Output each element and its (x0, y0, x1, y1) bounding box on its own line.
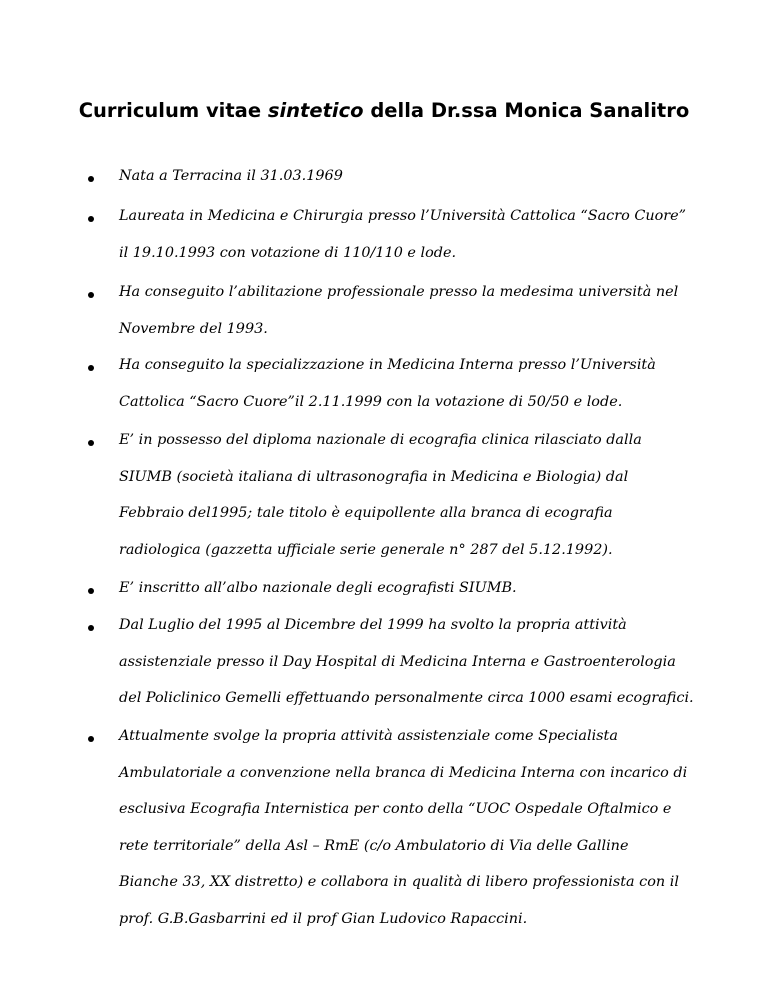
text-line: del Policlinico Gemelli effettuando personalmente circa 1000 esami ecografici. (119, 690, 694, 707)
text-line: Bianche 33, XX distretto) e collabora in qualità di libero professionista con il (119, 874, 679, 891)
list-item-text (119, 158, 709, 195)
bullet-icon (88, 365, 94, 371)
text-line: Laureata in Medicina e Chirurgia presso l’Università Cattolica “Sacro Cuore” (119, 208, 687, 224)
text-line: Febbraio del1995; tale titolo è equipollente alla branca di ecografia (119, 505, 613, 522)
text-line: SIUMB (società italiana di ultrasonografia in Medicina e Biologia) dal (119, 468, 629, 485)
bullet-icon (88, 216, 94, 222)
title-text-before: Curriculum vitae (78, 99, 268, 122)
list-item-text (119, 347, 709, 420)
list-item-text (119, 607, 709, 717)
text-line: Nata a Terracina il 31.03.1969 (119, 168, 343, 184)
text-line: Novembre del 1993. (119, 320, 268, 337)
text-line: rete territoriale” della Asl – RmE (c/o Ambulatorio di Via delle Galline (119, 837, 629, 854)
bullet-icon (88, 176, 94, 182)
text-line: il 19.10.1993 con votazione di 110/110 e lode. (119, 244, 457, 261)
text-line: Ha conseguito l’abilitazione professionale presso la medesima università nel (119, 284, 679, 300)
list-item-text (119, 198, 709, 271)
text-line: Cattolica “Sacro Cuore”il 2.11.1999 con la votazione di 50/50 e lode. (119, 393, 623, 410)
title-text-after: della Dr.ssa Monica Sanalitro (363, 99, 690, 122)
text-line: Attualmente svolge la propria attività assistenziale come Specialista (119, 728, 618, 744)
text-line: prof. G.B.Gasbarrini ed il prof Gian Ludovico Rapaccini. (119, 910, 528, 927)
text-line: radiologica (gazzetta ufficiale serie generale n° 287 del 5.12.1992). (119, 541, 613, 558)
text-line: Ambulatoriale a convenzione nella branca di Medicina Interna con incarico di (119, 764, 688, 781)
bullet-icon (88, 625, 94, 631)
bullet-icon (88, 292, 94, 298)
text-line: E’ in possesso del diploma nazionale di ecografia clinica rilasciato dalla (119, 432, 642, 448)
list-item-text (119, 274, 709, 347)
text-line: Ha conseguito la specializzazione in Medicina Interna presso l’Università (119, 357, 656, 373)
bullet-icon (88, 440, 94, 446)
list-item-text (119, 422, 709, 568)
list-item-text (119, 570, 709, 607)
bullet-icon (88, 588, 94, 594)
title-text-italic: sintetico (267, 99, 364, 122)
text-line: esclusiva Ecografia Internistica per conto della “UOC Ospedale Oftalmico e (119, 801, 672, 818)
text-line: E’ inscritto all’albo nazionale degli ecografisti SIUMB. (119, 580, 517, 596)
text-line: assistenziale presso il Day Hospital di Medicina Interna e Gastroenterologia (119, 653, 676, 670)
text-line: Dal Luglio del 1995 al Dicembre del 1999 ha svolto la propria attività (119, 617, 627, 633)
bullet-icon (88, 736, 94, 742)
list-item-text (119, 718, 709, 938)
